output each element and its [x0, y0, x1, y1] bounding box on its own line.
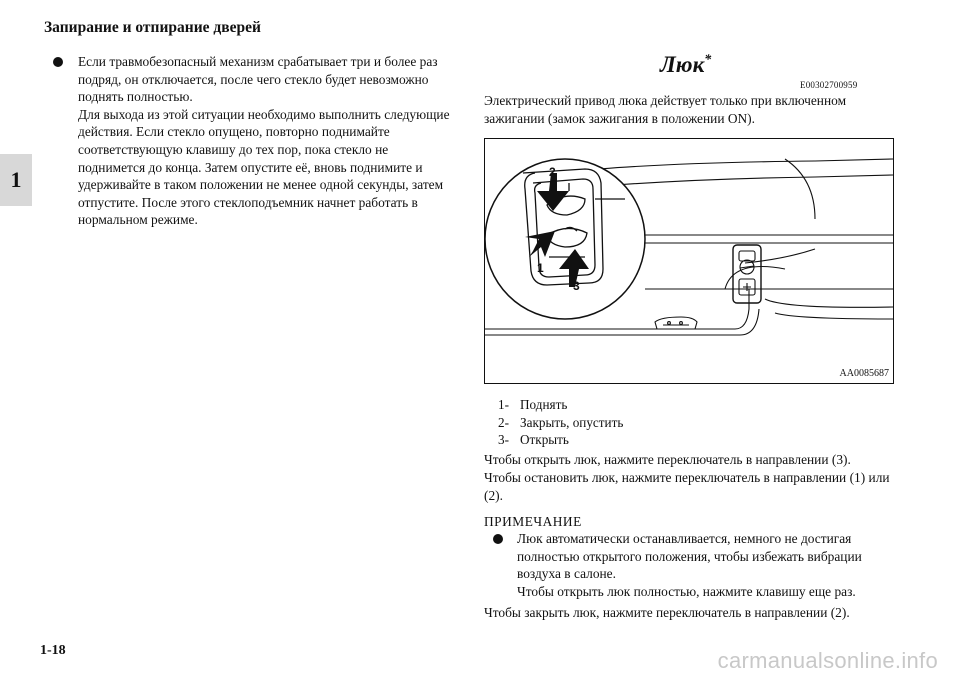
callout-3: 3 — [573, 279, 580, 293]
stop-instruction: Чтобы остановить люк, нажмите переключатель в направлении (1) или (2). — [484, 470, 890, 503]
legend-text: Поднять — [520, 397, 568, 412]
figure-code: AA0085687 — [839, 368, 889, 379]
legend-number: 2- — [498, 414, 509, 430]
sunroof-switch-illustration — [485, 139, 893, 383]
legend-text: Закрыть, опустить — [520, 414, 624, 430]
note-paragraph: Чтобы открыть люк полностью, нажмите клавишу еще раз. — [517, 583, 856, 599]
note-text: Люк автоматически останавливается, немного не достигая полностью открытого положения, чтобы избежать вибрации воздуха в салоне. — [517, 531, 862, 582]
chapter-tab-number: 1 — [10, 167, 22, 192]
callout-2: 2 — [549, 165, 556, 179]
sunroof-switch-figure — [484, 138, 894, 384]
bullet-item — [493, 530, 893, 600]
figure-legend — [498, 396, 623, 449]
close-instruction: Чтобы закрыть люк, нажмите переключатель в направлении (2). — [484, 605, 850, 620]
callout-1: 1 — [537, 261, 544, 275]
section-ref-code: E00302700959 — [800, 80, 858, 90]
note-label: ПРИМЕЧАНИЕ — [484, 514, 582, 529]
legend-row — [498, 414, 623, 432]
legend-row — [498, 396, 623, 414]
note-bullet — [493, 530, 893, 600]
legend-row — [498, 431, 623, 449]
page-header-title: Запирание и отпирание дверей — [44, 19, 261, 36]
section-intro: Электрический привод люка действует только при включенном зажигании (замок зажигания в положении ON). — [484, 93, 847, 126]
legend-number: 3- — [498, 432, 509, 448]
left-column — [53, 53, 453, 229]
section-title — [660, 52, 711, 78]
chapter-tab — [0, 154, 32, 206]
legend-number: 1- — [498, 397, 509, 412]
bullet-item — [53, 53, 453, 229]
bullet-paragraph: Для выхода из этой ситуации необходимо выполнить следующие действия. Если стекло опущено, повторно поднимайте соответствующую клавишу до тех пор, пока стекло не поднимется до конца. Затем опустите её, вновь поднимите и удерживайте в таком положении не менее одной секунды, затем отпустите. После этого стеклоподъемник начнет работать в нормальном режиме. — [78, 106, 450, 228]
section-title-text: Люк — [660, 52, 705, 77]
open-instruction: Чтобы открыть люк, нажмите переключатель в направлении (3). — [484, 452, 851, 467]
bullet-dot-icon — [53, 57, 63, 67]
bullet-dot-icon — [493, 534, 503, 544]
zoom-circle — [485, 159, 645, 319]
legend-text: Открыть — [520, 432, 569, 448]
section-title-mark: * — [704, 52, 712, 68]
page-number: 1-18 — [40, 643, 66, 658]
watermark: carmanualsonline.info — [717, 648, 938, 673]
bullet-text: Если травмобезопасный механизм срабатывает три и более раз подряд, он отключается, после чего стекло будет невозможно поднять полностью. — [78, 54, 438, 105]
